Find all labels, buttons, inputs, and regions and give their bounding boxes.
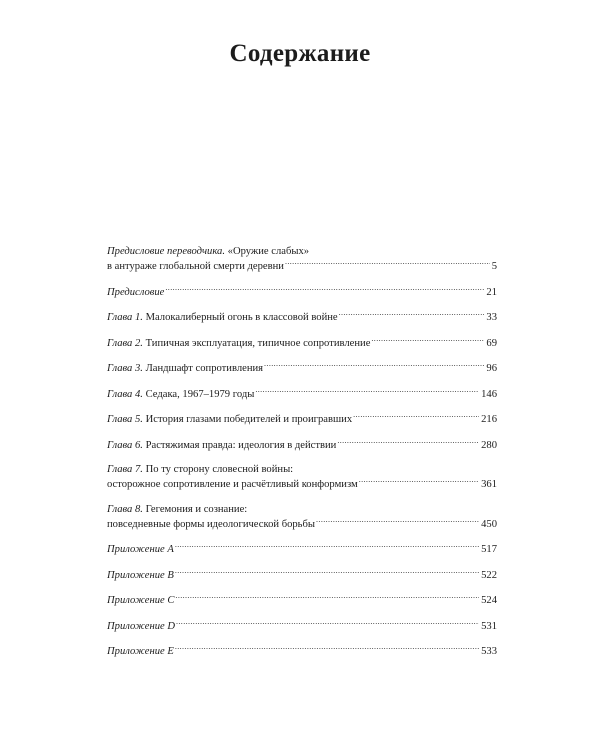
toc-entry-label: Глава 8. bbox=[107, 503, 143, 515]
toc-page-number: 533 bbox=[481, 646, 497, 657]
toc-leader-dots bbox=[175, 568, 479, 578]
toc-entry-title: повседневные формы идеологической борьбы bbox=[107, 518, 316, 530]
toc-entry-label: Глава 1. bbox=[107, 312, 143, 323]
toc-leader-dots bbox=[176, 619, 479, 629]
toc-page-number: 5 bbox=[491, 261, 497, 272]
toc-entry-line bbox=[107, 542, 497, 557]
toc-entry-translator-preface[interactable] bbox=[107, 245, 497, 274]
toc-entry-label: Приложение D bbox=[107, 620, 175, 632]
toc-page-number: 146 bbox=[481, 388, 497, 400]
table-of-contents bbox=[107, 245, 497, 670]
toc-entry-label: Предисловие bbox=[107, 286, 165, 298]
toc-leader-dots bbox=[264, 361, 484, 371]
toc-leader-dots bbox=[285, 259, 490, 269]
toc-entry-label: Глава 3. bbox=[107, 363, 143, 374]
toc-page-number: 517 bbox=[481, 544, 497, 555]
toc-entry-title: Ландшафт сопротивления bbox=[145, 363, 264, 374]
toc-page-number: 280 bbox=[481, 439, 497, 451]
toc-entry-label: Глава 4. bbox=[107, 388, 143, 400]
toc-entry-chapter-1[interactable] bbox=[107, 310, 497, 325]
toc-entry-label: Приложение E bbox=[107, 646, 174, 657]
toc-entry-line bbox=[107, 517, 497, 532]
toc-entry-line bbox=[107, 285, 497, 300]
toc-page-number: 361 bbox=[481, 479, 497, 490]
toc-leader-dots bbox=[337, 438, 479, 448]
toc-leader-dots bbox=[339, 310, 485, 320]
toc-entry-line bbox=[107, 593, 497, 608]
toc-leader-dots bbox=[175, 644, 479, 654]
toc-entry-chapter-4[interactable] bbox=[107, 387, 497, 402]
toc-entry-line bbox=[107, 412, 497, 427]
toc-entry-preface[interactable] bbox=[107, 285, 497, 300]
toc-leader-dots bbox=[165, 285, 484, 295]
toc-entry-line bbox=[107, 245, 497, 259]
toc-entry-chapter-7[interactable] bbox=[107, 463, 497, 492]
toc-entry-title: История глазами победителей и проигравших bbox=[145, 414, 353, 425]
toc-entry-line bbox=[107, 310, 497, 325]
toc-entry-label: Глава 5. bbox=[107, 414, 143, 425]
toc-page-number: 450 bbox=[481, 518, 497, 530]
toc-entry-chapter-3[interactable] bbox=[107, 361, 497, 376]
toc-entry-line bbox=[107, 477, 497, 492]
toc-entry-title: Гегемония и сознание: bbox=[145, 503, 248, 515]
toc-entry-line bbox=[107, 361, 497, 376]
toc-entry-title: Типичная эксплуатация, типичное сопротивление bbox=[145, 337, 371, 349]
toc-page-number: 69 bbox=[486, 337, 497, 349]
toc-entry-line bbox=[107, 387, 497, 402]
toc-entry-label: Приложение A bbox=[107, 544, 174, 555]
toc-leader-dots bbox=[255, 387, 479, 397]
toc-entry-line bbox=[107, 438, 497, 453]
toc-entry-line bbox=[107, 568, 497, 583]
toc-entry-line bbox=[107, 463, 497, 477]
toc-entry-chapter-5[interactable] bbox=[107, 412, 497, 427]
toc-entry-appendix-c[interactable] bbox=[107, 593, 497, 608]
toc-entry-line bbox=[107, 503, 497, 517]
toc-page-number: 216 bbox=[481, 414, 497, 425]
toc-entry-appendix-e[interactable] bbox=[107, 644, 497, 659]
toc-entry-label: Предисловие переводчика. bbox=[107, 246, 225, 257]
toc-entry-line bbox=[107, 644, 497, 659]
toc-entry-title: «Оружие слабых» bbox=[227, 246, 310, 257]
toc-leader-dots bbox=[175, 593, 479, 603]
toc-leader-dots bbox=[175, 542, 479, 552]
toc-leader-dots bbox=[371, 336, 484, 346]
toc-entry-chapter-2[interactable] bbox=[107, 336, 497, 351]
page-title: Содержание bbox=[229, 40, 371, 67]
toc-entry-title: Малокалиберный огонь в классовой войне bbox=[145, 312, 338, 323]
toc-entry-label: Приложение C bbox=[107, 595, 175, 606]
toc-page-number: 33 bbox=[486, 312, 497, 323]
toc-leader-dots bbox=[359, 477, 479, 487]
toc-leader-dots bbox=[316, 517, 479, 527]
toc-entry-appendix-a[interactable] bbox=[107, 542, 497, 557]
toc-page-number: 21 bbox=[486, 286, 497, 298]
toc-entry-title: осторожное сопротивление и расчётливый конформизм bbox=[107, 479, 358, 490]
toc-page-number: 96 bbox=[486, 363, 497, 374]
toc-entry-label: Глава 7. bbox=[107, 464, 143, 475]
toc-page-number: 531 bbox=[481, 620, 497, 632]
toc-leader-dots bbox=[353, 412, 479, 422]
toc-entry-title: Седака, 1967–1979 годы bbox=[145, 388, 255, 400]
toc-entry-label: Глава 2. bbox=[107, 337, 143, 349]
toc-entry-title: Растяжимая правда: идеология в действии bbox=[145, 439, 337, 451]
toc-entry-label: Приложение B bbox=[107, 569, 174, 581]
toc-entry-line bbox=[107, 619, 497, 634]
toc-entry-title: По ту сторону словесной войны: bbox=[145, 464, 294, 475]
toc-entry-appendix-d[interactable] bbox=[107, 619, 497, 634]
toc-page-number: 522 bbox=[481, 569, 497, 581]
toc-entry-line bbox=[107, 259, 497, 274]
toc-entry-chapter-6[interactable] bbox=[107, 438, 497, 453]
toc-entry-label: Глава 6. bbox=[107, 439, 143, 451]
toc-entry-line bbox=[107, 336, 497, 351]
toc-entry-chapter-8[interactable] bbox=[107, 503, 497, 532]
toc-entry-appendix-b[interactable] bbox=[107, 568, 497, 583]
toc-page-number: 524 bbox=[481, 595, 497, 606]
toc-entry-title: в антураже глобальной смерти деревни bbox=[107, 261, 284, 272]
